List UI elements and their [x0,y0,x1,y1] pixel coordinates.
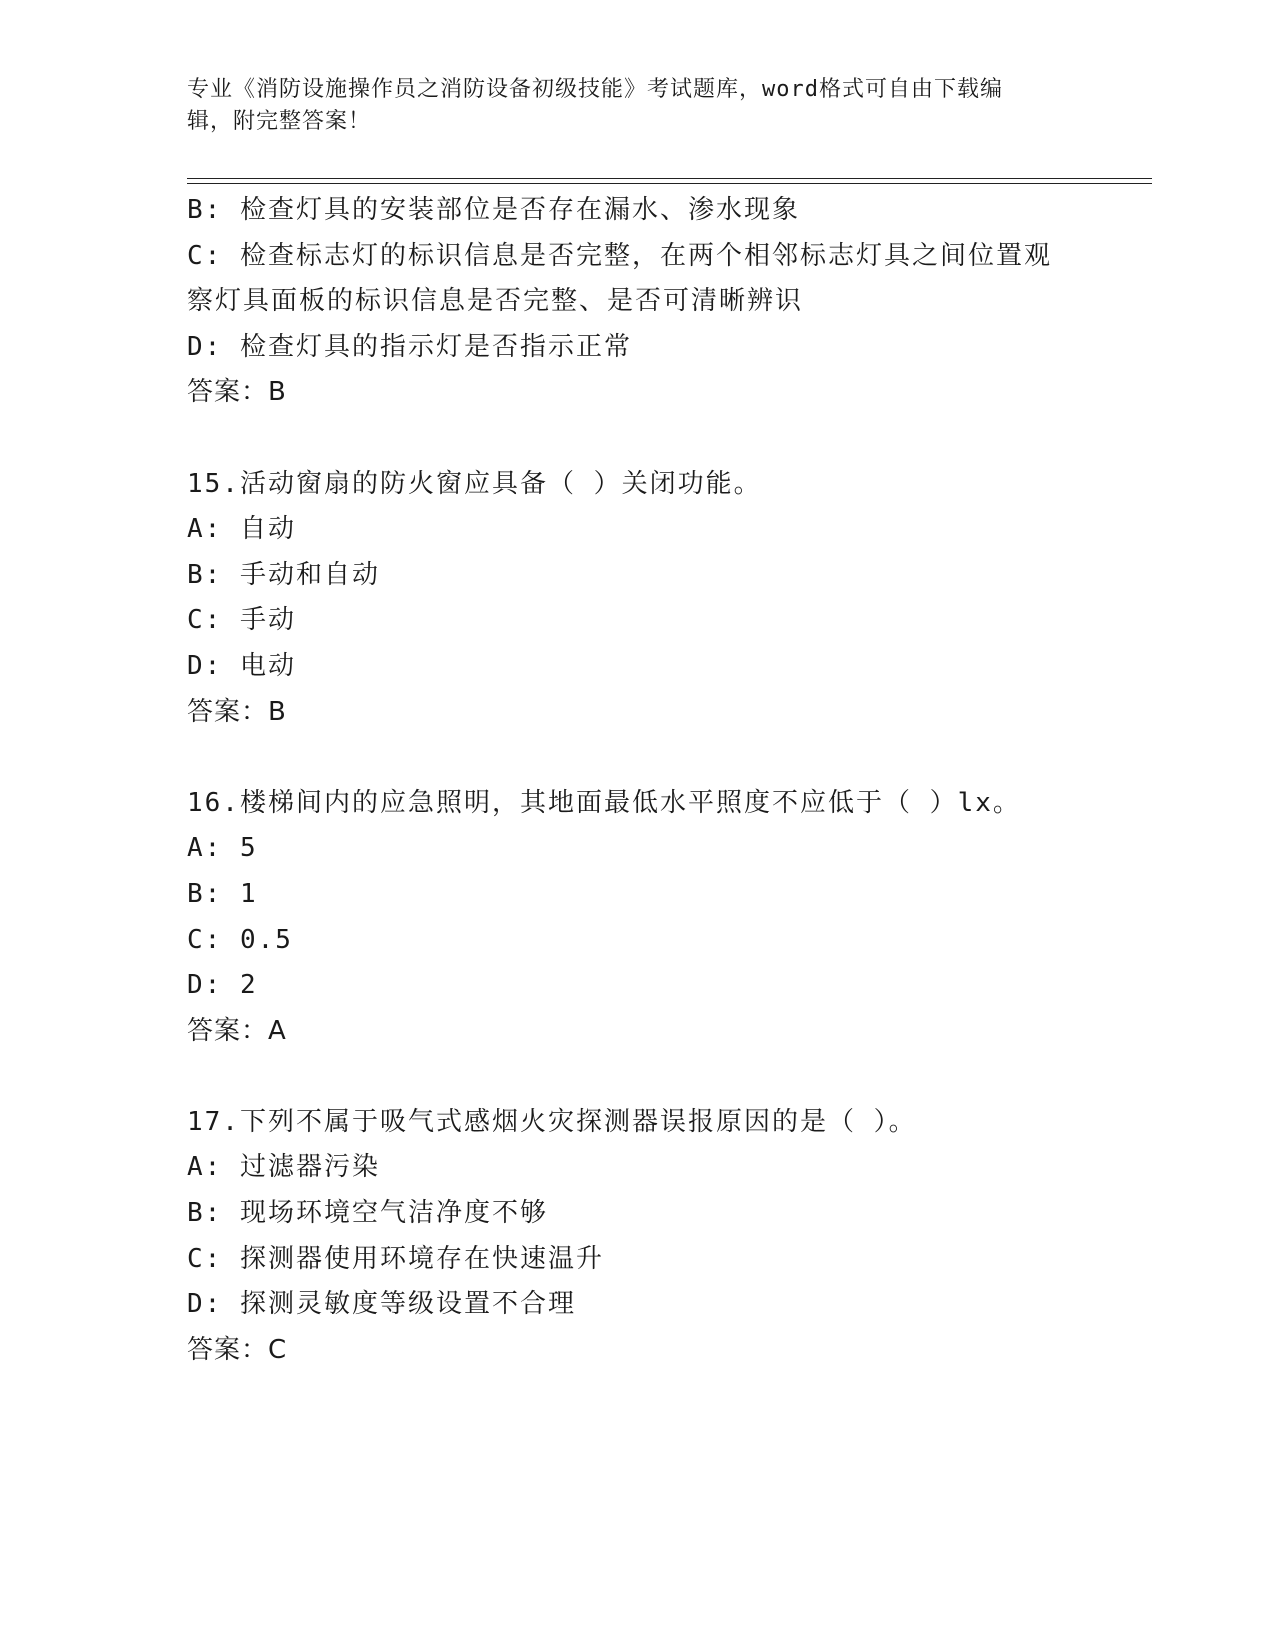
answer: 答案：A [187,1015,287,1046]
option-c: C: 0.5 [187,924,293,955]
option-b: B: 检查灯具的安装部位是否存在漏水、渗水现象 [187,195,800,225]
option-d: D: 检查灯具的指示灯是否指示正常 [187,331,632,362]
option-d: D: 电动 [187,650,296,681]
header-rule-bottom [187,183,1152,184]
option-d: D: 探测灵敏度等级设置不合理 [187,1289,576,1320]
spacer [187,416,1087,462]
question-stem: 15.活动窗扇的防火窗应具备（ ）关闭功能。 [187,468,762,499]
spacer [187,735,1087,781]
option-c: C: 探测器使用环境存在快速温升 [187,1243,604,1274]
header-line-2: 辑，附完整答案！ [187,109,372,134]
answer: 答案：B [187,377,287,408]
document-header [187,74,1067,138]
option-d: D: 2 [187,970,258,1001]
question-stem: 16.楼梯间内的应急照明，其地面最低水平照度不应低于（ ）lx。 [187,787,1021,818]
option-b: B: 1 [187,878,258,909]
option-c-line-1: C: 检查标志灯的标识信息是否完整，在两个相邻标志灯具之间位置观 [187,240,1052,271]
option-c: C: 手动 [187,605,296,636]
option-c-line-2: 察灯具面板的标识信息是否完整、是否可清晰辨识 [187,286,804,317]
answer: 答案：B [187,696,287,727]
question-16 [187,781,1087,1055]
option-a: A: 自动 [187,514,296,545]
question-stem: 17.下列不属于吸气式感烟火灾探测器误报原因的是（ ）。 [187,1106,917,1137]
prev-question-block [187,188,1087,416]
option-a: A: 5 [187,833,258,864]
question-content [187,188,1087,1373]
option-b: B: 现场环境空气洁净度不够 [187,1198,548,1229]
question-15 [187,462,1087,736]
spacer [187,1054,1087,1100]
header-rule-top [187,178,1152,179]
answer: 答案：C [187,1334,288,1365]
header-line-1: 专业《消防设施操作员之消防设备初级技能》考试题库，word格式可自由下载编 [187,77,1003,102]
option-a: A: 过滤器污染 [187,1152,380,1183]
question-17 [187,1100,1087,1374]
option-b: B: 手动和自动 [187,559,380,590]
